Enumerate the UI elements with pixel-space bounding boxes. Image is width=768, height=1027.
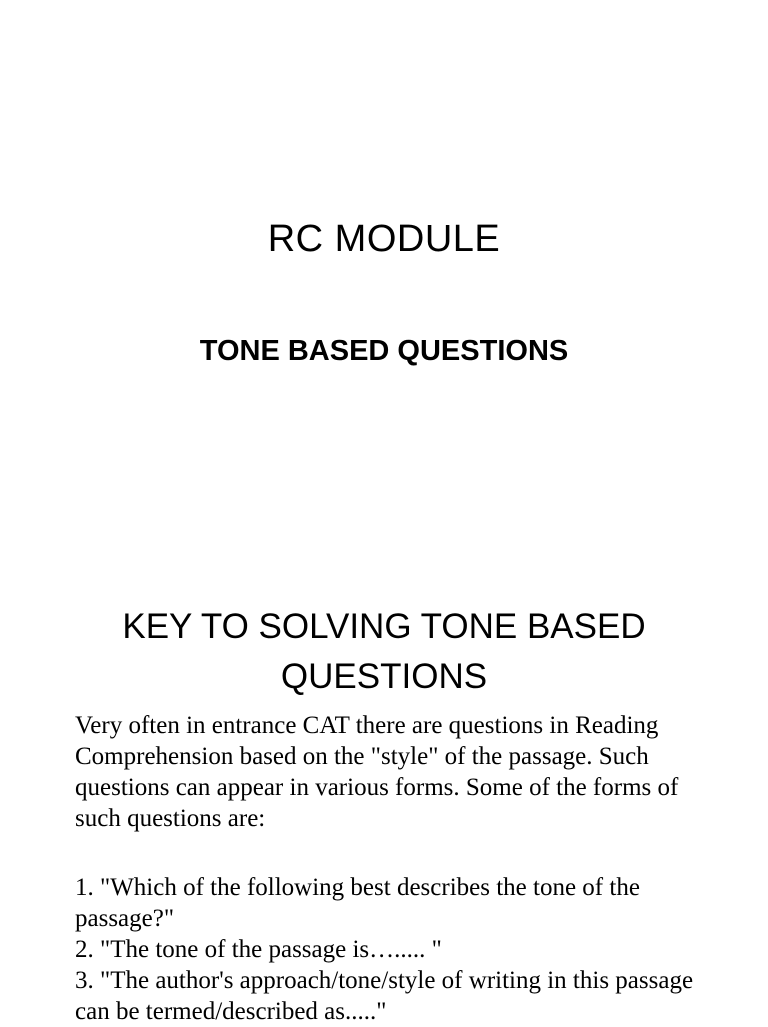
slide-heading: KEY TO SOLVING TONE BASED QUESTIONS — [122, 607, 646, 696]
question-form-item: 2. "The tone of the passage is…..... " — [75, 936, 442, 963]
question-form-item: 1. "Which of the following best describes the tone of the passage?" — [75, 874, 640, 932]
question-forms-list — [75, 872, 715, 1027]
module-subtitle: TONE BASED QUESTIONS — [199, 335, 569, 367]
intro-paragraph: Very often in entrance CAT there are questions in Reading Comprehension based on the "style" of the passage. Such questions can appear in various forms. Some of the forms of such questions are: — [75, 712, 679, 832]
module-title: RC MODULE — [267, 218, 501, 260]
question-form-item: 3. "The author's approach/tone/style of writing in this passage can be termed/described as....." — [75, 967, 694, 1025]
slide-key-to-solving — [0, 576, 768, 1024]
